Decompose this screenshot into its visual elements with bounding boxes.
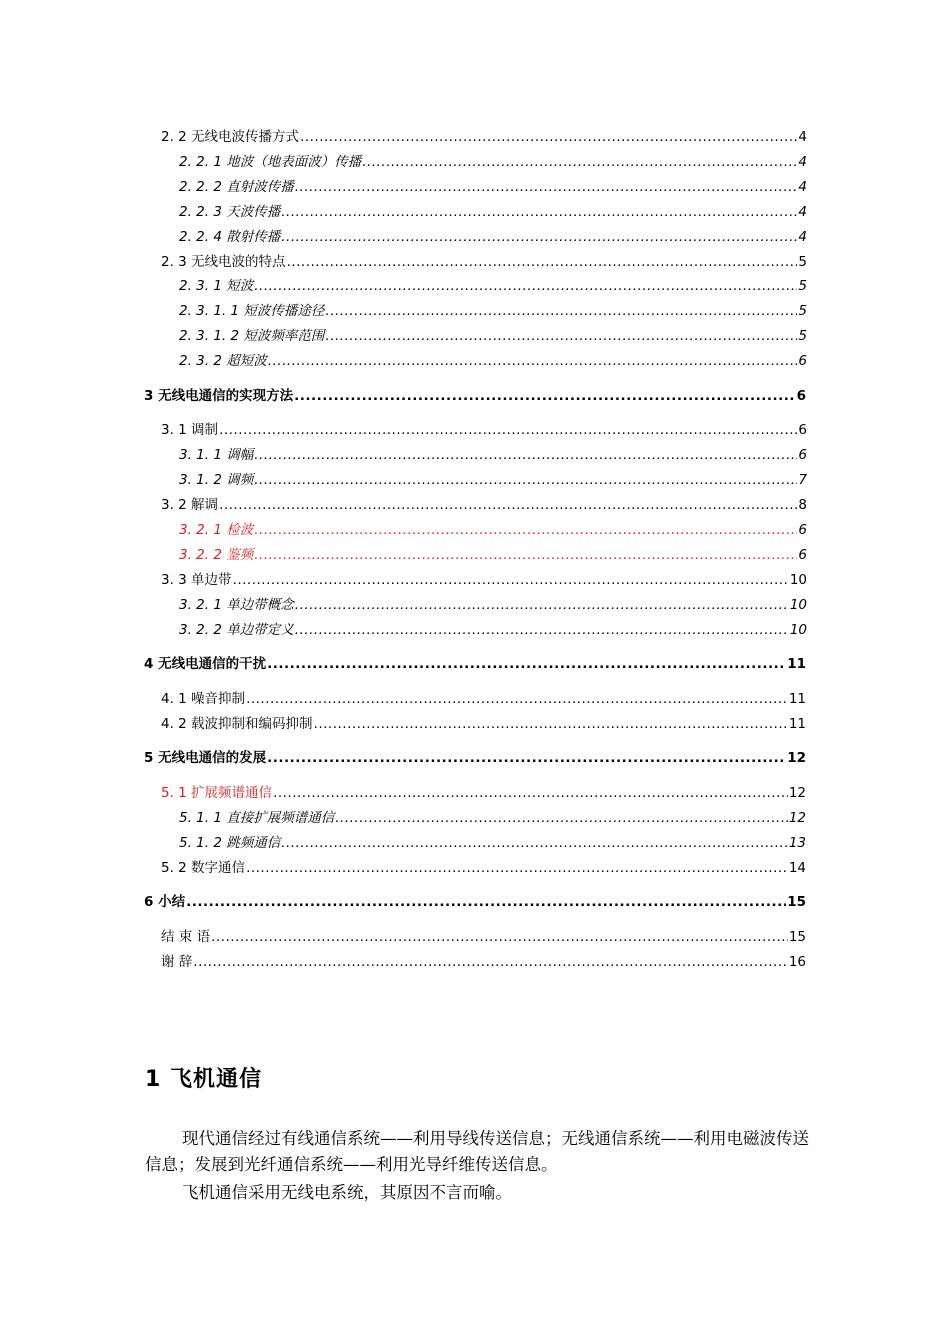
toc-page: 6 bbox=[798, 447, 807, 463]
toc-leader bbox=[186, 893, 786, 911]
toc-title: 2. 2 无线电波传播方式 bbox=[161, 129, 300, 145]
toc-leader bbox=[211, 928, 788, 946]
toc-page: 4 bbox=[798, 179, 807, 195]
toc-page: 16 bbox=[788, 954, 806, 970]
toc-entry[interactable] bbox=[161, 928, 806, 946]
toc-leader bbox=[325, 302, 797, 320]
toc-leader bbox=[281, 228, 797, 246]
toc-title: 2. 3. 1. 2 短波频率范围 bbox=[179, 328, 325, 344]
toc-leader bbox=[254, 446, 797, 464]
toc-title: 5. 1. 1 直接扩展频谱通信 bbox=[179, 810, 335, 826]
toc-page: 12 bbox=[788, 810, 806, 826]
toc-page: 12 bbox=[788, 785, 806, 801]
toc-page: 15 bbox=[788, 929, 806, 945]
toc-entry[interactable] bbox=[144, 387, 806, 405]
toc-entry[interactable] bbox=[179, 302, 807, 320]
toc-page: 6 bbox=[796, 388, 806, 404]
toc-page: 5 bbox=[798, 278, 807, 294]
toc-entry[interactable] bbox=[179, 277, 807, 295]
toc-leader bbox=[267, 655, 786, 673]
toc-entry[interactable] bbox=[179, 471, 807, 489]
toc-title: 3 无线电通信的实现方法 bbox=[144, 388, 294, 404]
toc-leader bbox=[233, 571, 789, 589]
toc-title: 4. 2 载波抑制和编码抑制 bbox=[161, 716, 313, 732]
toc-entry[interactable] bbox=[179, 446, 807, 464]
toc-page: 13 bbox=[788, 835, 806, 851]
toc-leader bbox=[246, 690, 788, 708]
toc-page: 12 bbox=[787, 750, 806, 766]
toc-leader bbox=[254, 546, 797, 564]
toc-title: 4. 1 噪音抑制 bbox=[161, 691, 246, 707]
toc-leader bbox=[362, 153, 797, 171]
toc-entry[interactable] bbox=[144, 749, 806, 767]
toc-title: 3. 2. 2 单边带定义 bbox=[179, 622, 294, 638]
toc-entry[interactable] bbox=[161, 253, 807, 271]
toc-title: 3. 2 解调 bbox=[161, 497, 219, 513]
toc-title: 5. 2 数字通信 bbox=[161, 860, 246, 876]
toc-leader bbox=[325, 327, 797, 345]
toc-leader bbox=[295, 621, 789, 639]
toc-page: 11 bbox=[787, 656, 806, 672]
toc-entry[interactable] bbox=[161, 128, 807, 146]
toc-entry[interactable] bbox=[161, 859, 806, 877]
toc-leader bbox=[246, 859, 788, 877]
toc-leader bbox=[254, 471, 797, 489]
toc-page: 4 bbox=[798, 229, 807, 245]
toc-title: 3. 2. 1 检波 bbox=[179, 522, 254, 538]
toc-page: 4 bbox=[798, 129, 807, 145]
toc-entry[interactable] bbox=[179, 352, 807, 370]
toc-title: 6 小结 bbox=[144, 894, 186, 910]
toc-page: 6 bbox=[798, 353, 807, 369]
toc-entry[interactable] bbox=[179, 521, 807, 539]
toc-page: 14 bbox=[788, 860, 806, 876]
toc-entry[interactable] bbox=[161, 496, 807, 514]
toc-leader bbox=[314, 715, 788, 733]
toc-entry[interactable] bbox=[161, 690, 806, 708]
toc-entry[interactable] bbox=[179, 327, 807, 345]
toc-page: 4 bbox=[798, 154, 807, 170]
toc-leader bbox=[295, 596, 789, 614]
toc-leader bbox=[273, 784, 788, 802]
toc-entry[interactable] bbox=[161, 715, 806, 733]
body-paragraph: 现代通信经过有线通信系统——利用导线传送信息；无线通信系统——利用电磁波传送信息；发展到光纤通信系统——利用光导纤维传送信息。 bbox=[145, 1129, 809, 1174]
toc-page: 10 bbox=[789, 597, 807, 613]
toc-page: 6 bbox=[798, 422, 807, 438]
toc-title: 3. 2. 1 单边带概念 bbox=[179, 597, 294, 613]
section-heading: 1 飞机通信 bbox=[145, 1067, 262, 1092]
toc-entry[interactable] bbox=[179, 834, 806, 852]
toc-entry[interactable] bbox=[179, 203, 807, 221]
toc-title: 4 无线电通信的干扰 bbox=[144, 656, 267, 672]
toc-title: 2. 2. 4 散射传播 bbox=[179, 229, 281, 245]
toc-leader bbox=[268, 352, 798, 370]
toc-title: 5 无线电通信的发展 bbox=[144, 750, 267, 766]
body-paragraph: 飞机通信采用无线电系统，其原因不言而喻。 bbox=[182, 1183, 512, 1202]
toc-title: 3. 1 调制 bbox=[161, 422, 219, 438]
toc-title: 2. 2. 3 天波传播 bbox=[179, 204, 281, 220]
toc-entry[interactable] bbox=[179, 178, 807, 196]
toc-leader bbox=[219, 496, 797, 514]
toc-page: 10 bbox=[789, 572, 807, 588]
toc-title: 2. 3. 1. 1 短波传播途径 bbox=[179, 303, 325, 319]
toc-title: 2. 2. 2 直射波传播 bbox=[179, 179, 294, 195]
toc-title: 3. 1. 1 调幅 bbox=[179, 447, 254, 463]
toc-page: 5 bbox=[798, 328, 807, 344]
toc-title: 2. 3 无线电波的特点 bbox=[161, 254, 286, 270]
toc-entry[interactable] bbox=[179, 809, 806, 827]
toc-entry[interactable] bbox=[144, 893, 806, 911]
toc-leader bbox=[281, 203, 797, 221]
toc-page: 11 bbox=[788, 691, 806, 707]
toc-page: 4 bbox=[798, 204, 807, 220]
toc-page: 11 bbox=[788, 716, 806, 732]
toc-leader bbox=[219, 421, 797, 439]
toc-page: 7 bbox=[798, 472, 807, 488]
toc-leader bbox=[294, 387, 796, 405]
toc-title: 3. 1. 2 调频 bbox=[179, 472, 254, 488]
toc-leader bbox=[267, 749, 786, 767]
toc-title: 5. 1. 2 跳频通信 bbox=[179, 835, 281, 851]
toc-leader bbox=[287, 253, 798, 271]
toc-page: 6 bbox=[798, 522, 807, 538]
toc-entry[interactable] bbox=[179, 228, 807, 246]
toc-entry[interactable] bbox=[161, 571, 807, 589]
toc-title: 2. 3. 2 超短波 bbox=[179, 353, 267, 369]
toc-entry[interactable] bbox=[161, 953, 806, 971]
toc-page: 6 bbox=[798, 547, 807, 563]
toc-entry[interactable] bbox=[179, 596, 807, 614]
toc-title: 2. 3. 1 短波 bbox=[179, 278, 254, 294]
toc-entry[interactable] bbox=[179, 153, 807, 171]
toc-entry[interactable] bbox=[161, 784, 806, 802]
toc-leader bbox=[254, 277, 797, 295]
toc-title: 3. 2. 2 鉴频 bbox=[179, 547, 254, 563]
toc-page: 8 bbox=[798, 497, 807, 513]
toc-page: 10 bbox=[789, 622, 807, 638]
toc-title: 谢 辞 bbox=[161, 954, 193, 970]
toc-entry[interactable] bbox=[161, 421, 807, 439]
toc-leader bbox=[335, 809, 788, 827]
toc-page: 5 bbox=[798, 254, 807, 270]
toc-leader bbox=[254, 521, 797, 539]
toc-title: 5. 1 扩展频谱通信 bbox=[161, 785, 273, 801]
toc-leader bbox=[295, 178, 798, 196]
toc-page: 5 bbox=[798, 303, 807, 319]
toc-title: 3. 3 单边带 bbox=[161, 572, 232, 588]
toc-title: 结 束 语 bbox=[161, 929, 211, 945]
toc-title: 2. 2. 1 地波（地表面波）传播 bbox=[179, 154, 362, 170]
toc-leader bbox=[281, 834, 788, 852]
toc-entry[interactable] bbox=[179, 546, 807, 564]
toc-leader bbox=[193, 953, 788, 971]
toc-entry[interactable] bbox=[144, 655, 806, 673]
toc-page: 15 bbox=[787, 894, 806, 910]
toc-entry[interactable] bbox=[179, 621, 807, 639]
toc-leader bbox=[300, 128, 797, 146]
